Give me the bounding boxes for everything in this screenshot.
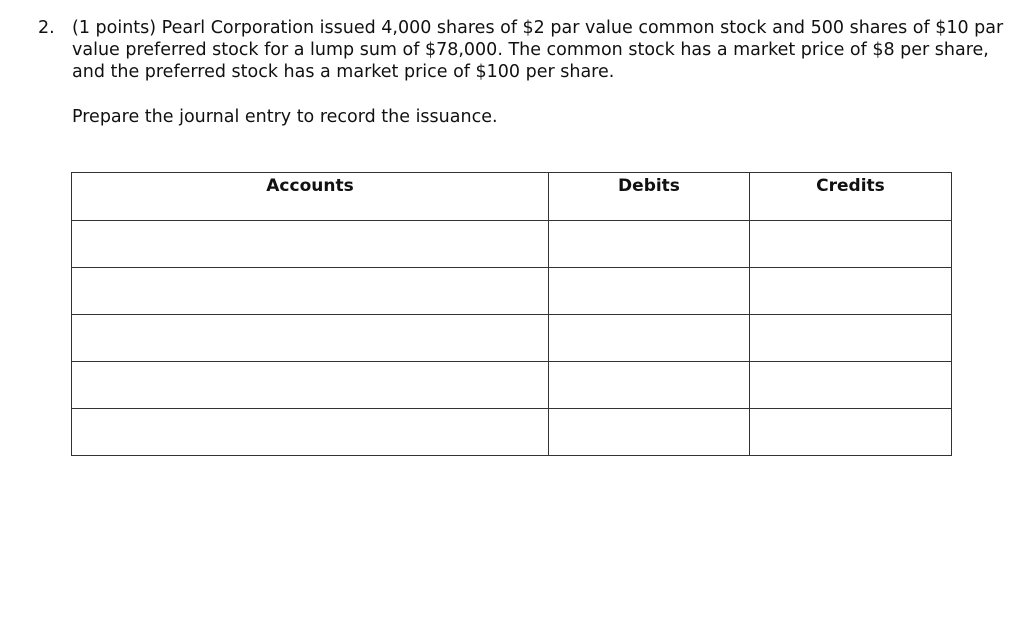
debit-cell <box>549 362 750 409</box>
account-cell <box>72 409 549 456</box>
account-cell <box>72 315 549 362</box>
debit-input[interactable] <box>549 221 749 267</box>
credit-cell <box>750 362 952 409</box>
credit-cell <box>750 268 952 315</box>
account-input[interactable] <box>72 409 548 455</box>
table-row <box>72 221 952 268</box>
credit-input[interactable] <box>750 268 951 314</box>
debits-header: Debits <box>549 173 750 221</box>
debit-input[interactable] <box>549 362 749 408</box>
table-row <box>72 409 952 456</box>
debit-cell <box>549 315 750 362</box>
debit-input[interactable] <box>549 315 749 361</box>
credits-header: Credits <box>750 173 952 221</box>
question-block <box>38 17 1008 83</box>
credit-cell <box>750 221 952 268</box>
credit-input[interactable] <box>750 409 951 455</box>
account-input[interactable] <box>72 315 548 361</box>
table-row <box>72 315 952 362</box>
journal-entry-table <box>71 172 952 456</box>
credit-input[interactable] <box>750 315 951 361</box>
question-number: 2. <box>38 18 55 38</box>
table-row <box>72 268 952 315</box>
credit-input[interactable] <box>750 362 951 408</box>
debit-cell <box>549 268 750 315</box>
table-header-row <box>72 173 952 221</box>
table-row <box>72 362 952 409</box>
account-cell <box>72 221 549 268</box>
credit-cell <box>750 409 952 456</box>
debit-cell <box>549 409 750 456</box>
question-text: (1 points) Pearl Corporation issued 4,000 shares of $2 par value common stock and 500 shares of $10 par value preferred stock for a lump sum of $78,000. The common stock has a market price of $8 per share, and the preferred stock has a market price of $100 per share. <box>72 18 1004 82</box>
credit-input[interactable] <box>750 221 951 267</box>
instruction-text: Prepare the journal entry to record the issuance. <box>72 107 498 127</box>
account-input[interactable] <box>72 221 548 267</box>
debit-input[interactable] <box>549 268 749 314</box>
account-input[interactable] <box>72 362 548 408</box>
account-cell <box>72 268 549 315</box>
debit-input[interactable] <box>549 409 749 455</box>
accounts-header: Accounts <box>72 173 549 221</box>
debit-cell <box>549 221 750 268</box>
account-input[interactable] <box>72 268 548 314</box>
account-cell <box>72 362 549 409</box>
credit-cell <box>750 315 952 362</box>
